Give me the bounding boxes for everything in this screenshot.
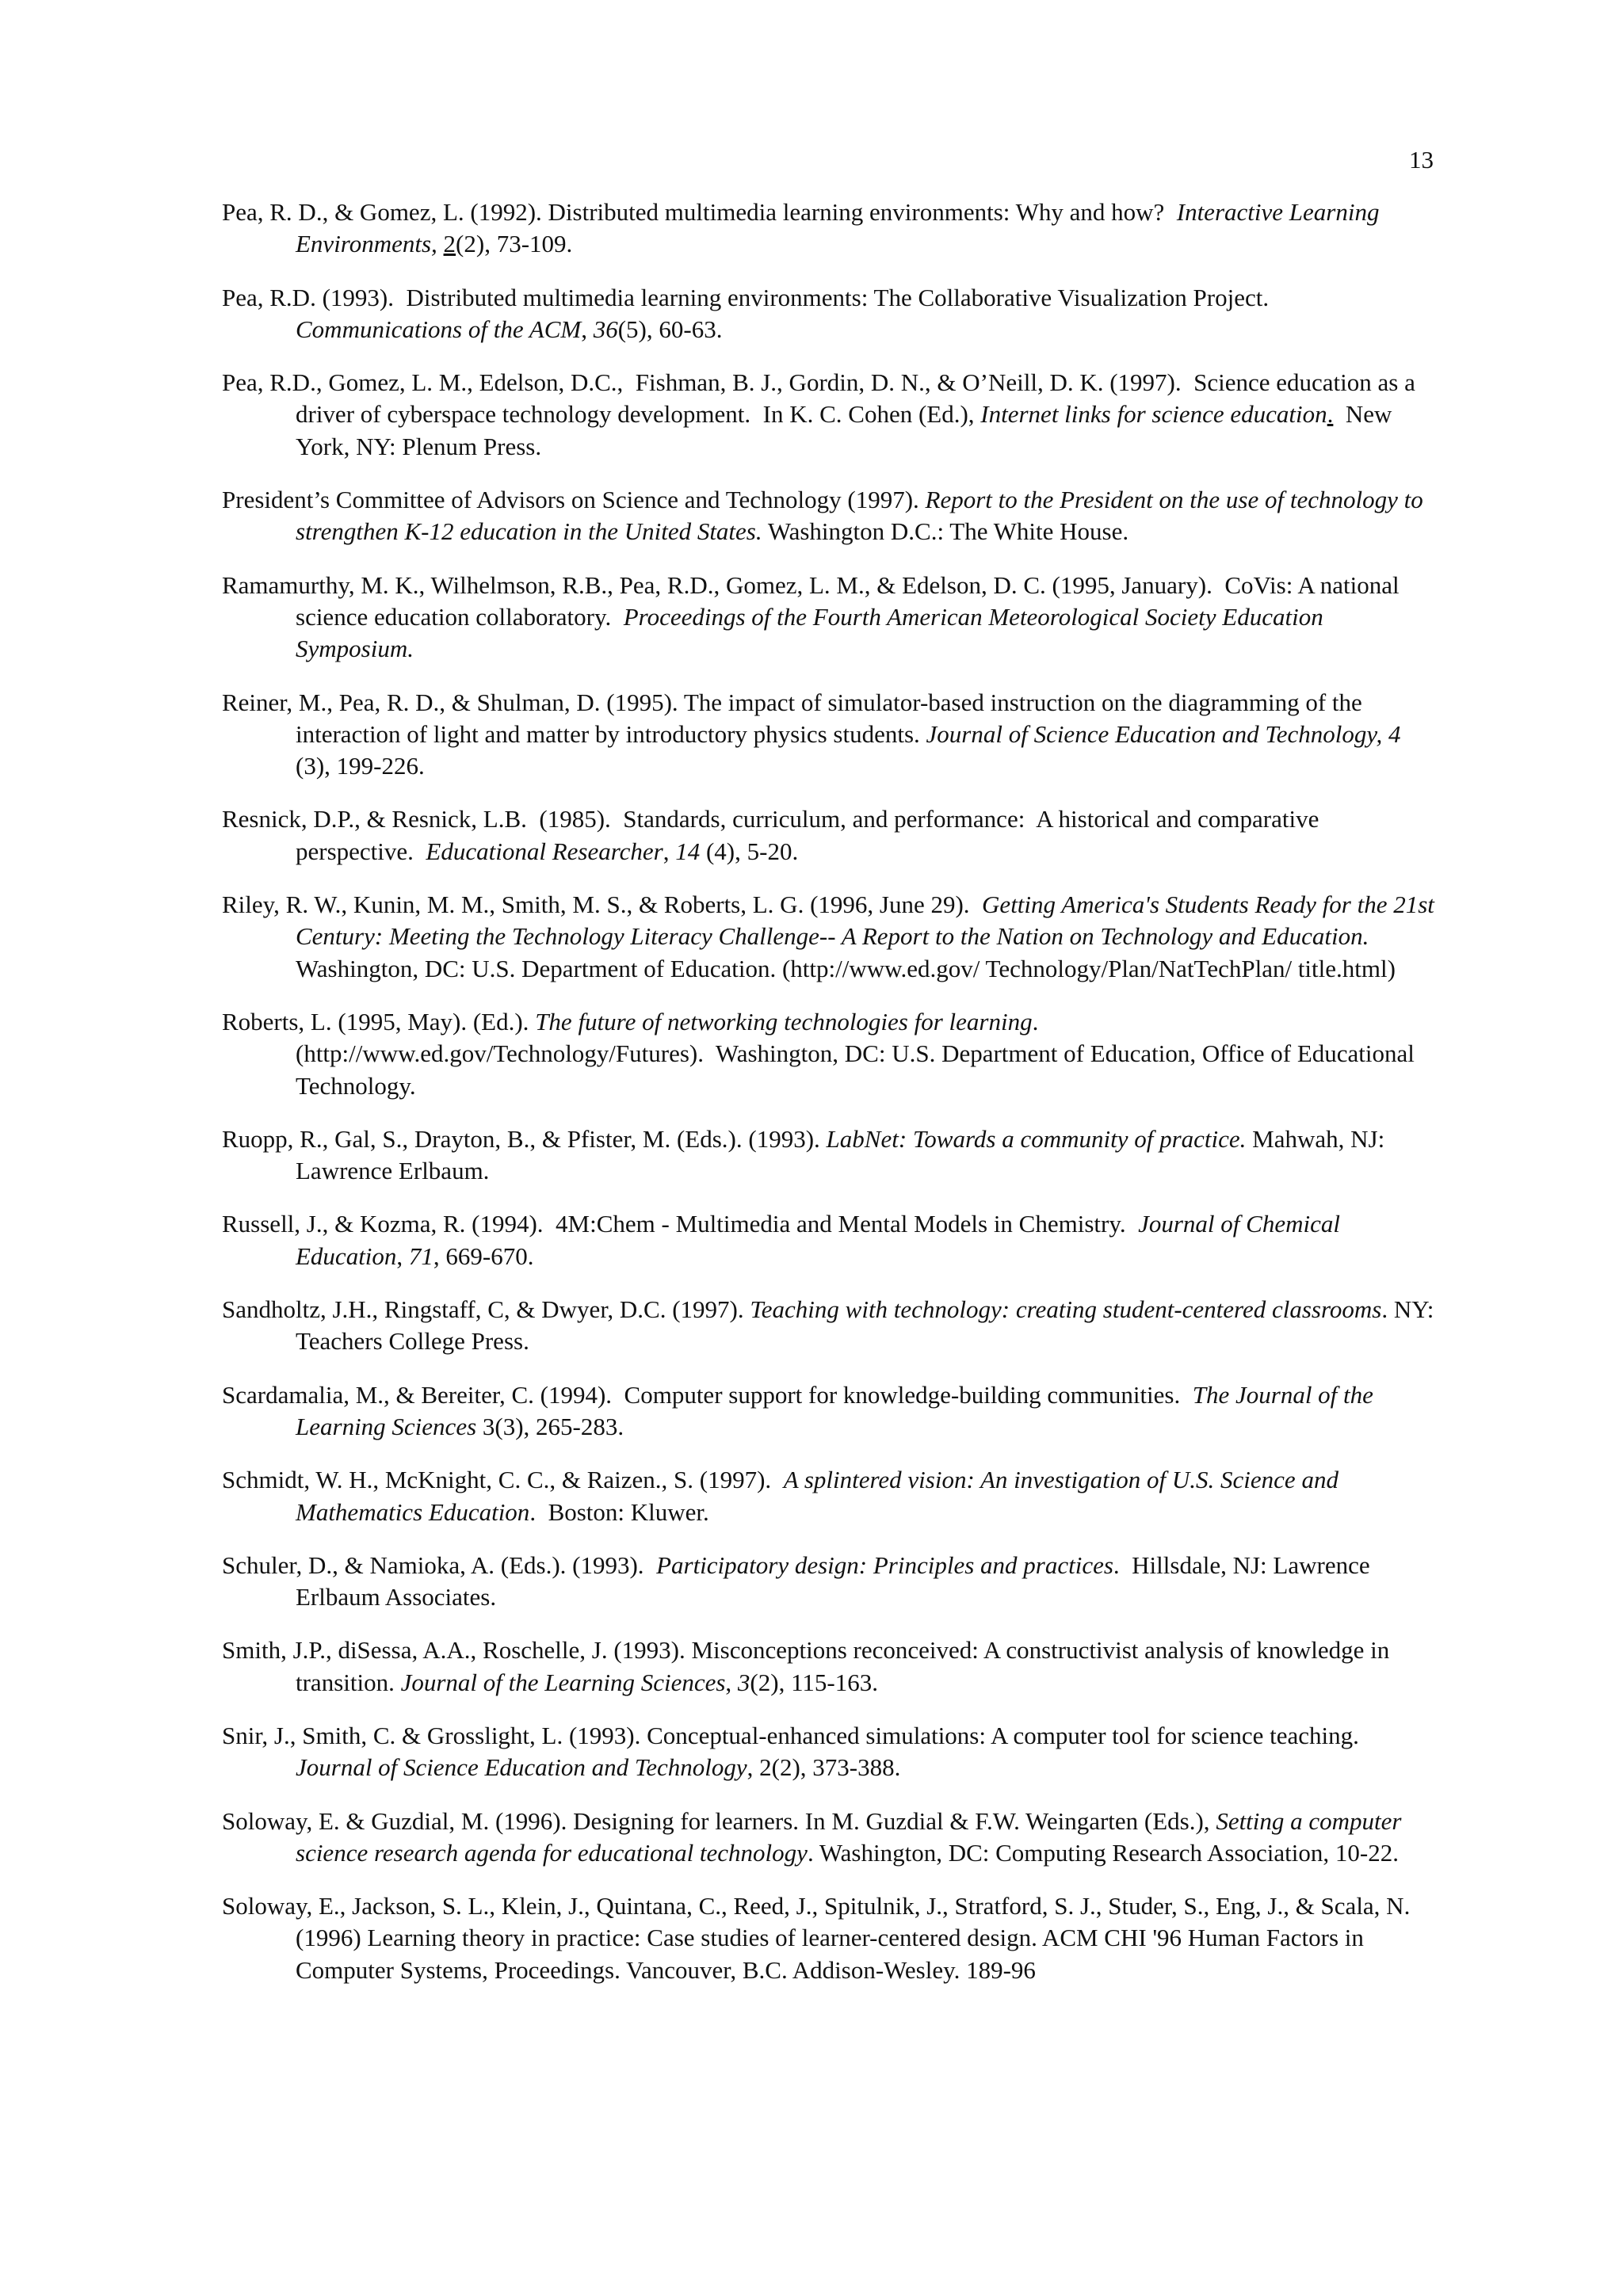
reference-entry — [222, 196, 1434, 261]
reference-entry — [222, 1006, 1434, 1102]
reference-entry — [222, 889, 1441, 985]
reference-text: , — [581, 315, 594, 343]
reference-text: Reiner, M., Pea, R. D., & Shulman, D. (1995). The impact of simulator-based instruction on the diagramming of the interaction of light and matter by introductory physics students. — [222, 688, 1369, 748]
reference-text: New York, NY: Plenum Press. — [296, 400, 1398, 460]
reference-entry — [222, 1208, 1434, 1272]
reference-italic-text: Journal of the Learning Sciences — [400, 1668, 726, 1696]
reference-text: . Boston: Kluwer. — [529, 1497, 709, 1526]
reference-list — [222, 196, 1441, 2008]
reference-text: . NY: Teachers College Press. — [296, 1295, 1440, 1356]
reference-text: Pea, R.D., Gomez, L. M., Edelson, D.C., Fishman, B. J., Gordin, D. N., & O’Neill, D. K. (1997). Science education as a driver of cyberspace technology development. In K. C. Cohen (Ed.), — [222, 368, 1422, 429]
reference-text: Ramamurthy, M. K., Wilhelmson, R.B., Pea, R.D., Gomez, L. M., & Edelson, D. C. (1995, January). CoVis: A national science education collaboratory. — [222, 570, 1406, 631]
reference-text: (4), 5-20. — [700, 837, 799, 865]
reference-entry — [222, 1464, 1434, 1528]
reference-text: , 2(2), 373-388. — [747, 1753, 901, 1782]
reference-italic-text: Communications of the ACM — [296, 315, 582, 343]
reference-entry — [222, 1806, 1434, 1870]
reference-text: Smith, J.P., diSessa, A.A., Roschelle, J. (1993). Misconceptions reconceived: A constructivist analysis of knowledge in transition. — [222, 1636, 1396, 1696]
reference-text: Pea, R.D. (1993). Distributed multimedia learning environments: The Collaborative Visualization Project. — [222, 283, 1275, 311]
reference-text: , — [396, 1241, 409, 1270]
reference-text: Russell, J., & Kozma, R. (1994). 4M:Chem - Multimedia and Mental Models in Chemistry. — [222, 1210, 1139, 1238]
reference-italic-text: Teaching with technology: creating student-centered classrooms — [750, 1295, 1382, 1324]
reference-entry — [222, 803, 1434, 868]
reference-text: Resnick, D.P., & Resnick, L.B. (1985). Standards, curriculum, and performance: A historical and comparative perspective. — [222, 805, 1326, 865]
reference-text: Mahwah, NJ: Lawrence Erlbaum. — [296, 1124, 1391, 1185]
reference-italic-text: LabNet: Towards a community of practice. — [826, 1124, 1247, 1153]
reference-text: Snir, J., Smith, C. & Grosslight, L. (1993). Conceptual-enhanced simulations: A computer tool for science teaching. — [222, 1721, 1365, 1749]
reference-italic-text: Proceedings of the Fourth American Meteorological Society Education Symposium. — [296, 602, 1330, 663]
reference-text: Washington, DC: U.S. Department of Education. (http://www.ed.gov/ Technology/Plan/NatTechPlan/ title.html) — [296, 922, 1396, 982]
reference-text: Soloway, E., Jackson, S. L., Klein, J., Quintana, C., Reed, J., Spitulnik, J., Stratford, S. J., Studer, S., Eng, J., & Scala, N. (1996) Learning theory in practice: Case studies of learner-centered design. ACM CHI '96 Human Factors in Computer Systems, Proceedings. Vancouver, B.C. Addison-Wesley. 189-96 — [222, 1892, 1417, 1984]
reference-italic-text: The future of networking technologies for learning — [535, 1007, 1033, 1035]
reference-text: Riley, R. W., Kunin, M. M., Smith, M. S., & Roberts, L. G. (1996, June 29). — [222, 891, 983, 919]
reference-italic-text: Getting America's Students Ready for the 21st Century: Meeting the Technology Literacy Challenge-- A Report to the Nation on Technology and Education. — [296, 891, 1441, 951]
reference-entry — [222, 1123, 1434, 1188]
reference-italic-text: 14 — [675, 837, 701, 865]
reference-italic-text: Internet links for science education — [980, 400, 1327, 429]
reference-text: Schuler, D., & Namioka, A. (Eds.). (1993). — [222, 1550, 657, 1579]
reference-italic-text: Journal of Science Education and Technology, 4 — [926, 719, 1401, 748]
reference-text: , — [725, 1668, 738, 1696]
reference-entry — [222, 570, 1434, 666]
reference-italic-text: 71 — [408, 1241, 433, 1270]
reference-entry — [222, 1634, 1434, 1699]
reference-text: . — [1327, 400, 1334, 429]
reference-entry — [222, 282, 1434, 346]
reference-italic-text: 3 — [737, 1668, 750, 1696]
reference-entry — [222, 1890, 1434, 1986]
reference-text: , 669-670. — [433, 1241, 534, 1270]
reference-entry — [222, 1550, 1434, 1614]
reference-italic-text: Interactive Learning Environments, — [296, 198, 1386, 258]
reference-entry — [222, 687, 1434, 783]
reference-italic-text: Setting a computer science research agenda for educational technology — [296, 1806, 1408, 1867]
reference-text: . Hillsdale, NJ: Lawrence Erlbaum Associates. — [296, 1550, 1377, 1611]
reference-text: , — [663, 837, 676, 865]
reference-italic-text: Report to the President on the use of technology to strengthen K-12 education in the United States. — [296, 486, 1430, 546]
reference-text: (2), 115-163. — [750, 1668, 878, 1696]
reference-italic-text: The Journal of the Learning Sciences — [296, 1380, 1380, 1440]
reference-entry — [222, 367, 1434, 463]
reference-text: . Washington, DC: Computing Research Association, 10-22. — [807, 1838, 1399, 1867]
reference-italic-text: Journal of Science Education and Technology — [296, 1753, 747, 1782]
reference-text: Schmidt, W. H., McKnight, C. C., & Raizen., S. (1997). — [222, 1466, 784, 1494]
reference-text: (3), 199-226. — [296, 719, 1407, 780]
reference-text: Pea, R. D., & Gomez, L. (1992). Distributed multimedia learning environments: Why and how? — [222, 198, 1177, 226]
reference-text: Ruopp, R., Gal, S., Drayton, B., & Pfister, M. (Eds.). (1993). — [222, 1124, 827, 1153]
reference-text: Roberts, L. (1995, May). (Ed.). — [222, 1007, 536, 1035]
reference-text: Washington D.C.: The White House. — [762, 517, 1129, 546]
reference-text: . (http://www.ed.gov/Technology/Futures). Washington, DC: U.S. Department of Education, Office of Educational Technology. — [296, 1007, 1421, 1100]
reference-text: Sandholtz, J.H., Ringstaff, C, & Dwyer, D.C. (1997). — [222, 1295, 750, 1324]
reference-text: President’s Committee of Advisors on Science and Technology (1997). — [222, 486, 926, 514]
reference-text: (5), 60-63. — [617, 315, 723, 343]
reference-italic-text: Journal of Chemical Education — [296, 1210, 1346, 1270]
reference-text: 2 — [443, 230, 456, 258]
reference-entry — [222, 484, 1434, 548]
reference-entry — [222, 1379, 1434, 1444]
reference-italic-text: Educational Researcher — [426, 837, 663, 865]
reference-text: Soloway, E. & Guzdial, M. (1996). Designing for learners. In M. Guzdial & F.W. Weingarten (Eds.), — [222, 1806, 1216, 1835]
reference-entry — [222, 1294, 1440, 1358]
reference-text: 3(3), 265-283. — [476, 1412, 624, 1440]
reference-entry — [222, 1720, 1434, 1784]
reference-text: Scardamalia, M., & Bereiter, C. (1994). Computer support for knowledge-building communities. — [222, 1380, 1193, 1409]
reference-italic-text: 36 — [593, 315, 618, 343]
page-number: 13 — [1409, 146, 1434, 174]
reference-italic-text: A splintered vision: An investigation of U.S. Science and Mathematics Education — [296, 1466, 1345, 1526]
reference-italic-text: Participatory design: Principles and practices — [656, 1550, 1113, 1579]
reference-text: (2), 73-109. — [456, 230, 573, 258]
